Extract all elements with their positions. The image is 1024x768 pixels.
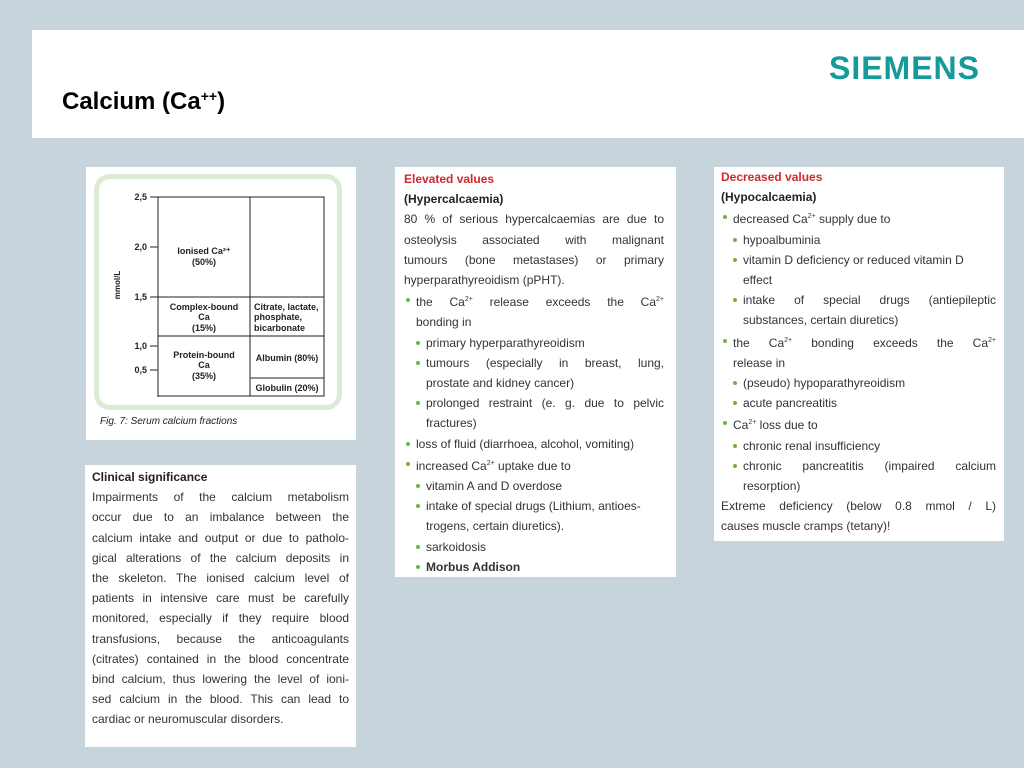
clinical-line: sed calcium in the blood. This can lead to [92, 692, 349, 707]
elevated-sub-item: intake of special drugs (Lithium, antioes- [404, 496, 664, 516]
elevated-bullet-uptake: increased $Ca^{2+}$ uptake due to [404, 454, 664, 476]
cell-globulin: Globulin (20%) [255, 383, 319, 393]
elevated-sub-item: sarkoidosis [404, 537, 664, 557]
elevated-intro-line: 80 % of serious hypercalcaemias are due to [404, 212, 664, 227]
cell-citrate-line1: Citrate, lactate, [254, 302, 319, 312]
clinical-line: gical alterations of the calcium deposits in [92, 550, 349, 565]
page-title-superscript: ++ [200, 88, 218, 104]
decreased-footer-line: Extreme deficiency (below 0.8 mmol / L) [721, 499, 996, 514]
decreased-sub-item: intake of special drugs (antiepileptic [721, 290, 996, 310]
decreased-sub-item: vitamin D deficiency or reduced vitamin D [721, 250, 996, 270]
clinical-line: monitored, especially if they require blood [92, 611, 349, 626]
tick-label-0-5: 0,5 [134, 365, 147, 375]
elevated-heading: Elevated values [404, 172, 495, 186]
elevated-bullet-release-cont: bonding in [416, 315, 472, 330]
decreased-sub-item: (pseudo) hypoparathyreoidism [721, 373, 996, 393]
clinical-line: the skeleton. The ionised calcium level of [92, 571, 349, 586]
elevated-sub-item: Morbus Addison [404, 557, 664, 577]
clinical-line: bind calcium, thus lowering the level of ioni- [92, 672, 349, 687]
decreased-values-panel [714, 167, 1004, 541]
elevated-bullet-fluid: loss of fluid (diarrhoea, alcohol, vomiting) [404, 434, 664, 454]
elevated-sub-item-cont: fractures) [426, 416, 477, 431]
cell-protein-label: Protein-bound [173, 350, 235, 360]
decreased-sub-item: hypoalbuminia [721, 230, 996, 250]
clinical-heading: Clinical significance [92, 470, 208, 484]
elevated-intro-line: osteolysis associated with malignant [404, 232, 664, 247]
elevated-bullet-release: the $Ca^{2+}$ release exceeds the $Ca^{2+}$ [404, 290, 664, 312]
elevated-intro-line: tumours (bone metastases) or primary [404, 252, 664, 267]
clinical-line: transfusions, because the anticoagulants [92, 631, 349, 646]
decreased-sub-item: acute pancreatitis [721, 393, 996, 413]
elevated-intro-line: hyperparathyreoidism (pPHT). [404, 273, 565, 288]
y-axis-label: mmol/L [113, 270, 122, 300]
cell-ionised-label: Ionised Ca²⁺ [177, 246, 231, 256]
elevated-sub-item: tumours (especially in breast, lung, [404, 353, 664, 373]
decreased-bullet-bonding: the $Ca^{2+}$ bonding exceeds the $Ca^{2+}$ [721, 331, 996, 353]
decreased-sub-item: chronic pancreatitis (impaired calcium [721, 456, 996, 476]
page-title-close: ) [217, 88, 226, 115]
page-title [62, 88, 225, 116]
header-bar [32, 30, 1024, 138]
elevated-sub-item-cont: prostate and kidney cancer) [426, 376, 575, 391]
tick-label-1-0: 1,0 [134, 341, 147, 351]
page-title-text: Calcium (Ca [62, 88, 201, 115]
elevated-sub-item: primary hyperparathyreoidism [404, 333, 664, 353]
cell-complex-percent: (15%) [191, 323, 217, 333]
decreased-subheading: (Hypocalcaemia) [721, 190, 817, 205]
decreased-sub-item: chronic renal insufficiency [721, 436, 996, 456]
clinical-line: (citrates) contained in the blood concentrate [92, 651, 349, 666]
decreased-sub-item-cont: effect [743, 273, 773, 288]
serum-calcium-figure [86, 167, 356, 440]
figure-caption: Fig. 7: Serum calcium fractions [100, 416, 238, 427]
decreased-footer-line: causes muscle cramps (tetany)! [721, 519, 891, 534]
clinical-line: patients in intensive care must be carefully [92, 591, 349, 606]
elevated-sub-item: prolonged restraint (e. g. due to pelvic [404, 393, 664, 413]
cell-ionised-percent: (50%) [191, 257, 217, 267]
cell-citrate-line2: phosphate, [254, 312, 303, 322]
cell-albumin: Albumin (80%) [255, 353, 319, 363]
decreased-sub-item-cont: substances, certain diuretics) [743, 313, 899, 328]
clinical-line: calcium intake and output or due to patholo- [92, 530, 349, 545]
clinical-line: Impairments of the calcium metabolism [92, 490, 349, 505]
cell-complex-ca: Ca [198, 312, 210, 322]
cell-complex-label: Complex-bound [169, 302, 239, 312]
decreased-bullet-supply: decreased $Ca^{2+}$ supply due to [721, 207, 996, 229]
elevated-subheading: (Hypercalcaemia) [404, 192, 504, 207]
figure-panel [86, 167, 356, 440]
cell-citrate-line3: bicarbonate [254, 323, 306, 333]
clinical-line: occur due to an imbalance between the [92, 510, 349, 525]
cell-protein-percent: (35%) [191, 371, 217, 381]
siemens-logo: SIEMENS [828, 50, 980, 86]
tick-label-2-0: 2,0 [134, 242, 147, 252]
decreased-heading: Decreased values [721, 170, 823, 184]
decreased-sub-item-cont: resorption) [743, 479, 801, 494]
decreased-bullet-loss: $Ca^{2+}$ loss due to [721, 413, 996, 435]
elevated-sub-item-cont: trogens, certain diuretics). [426, 519, 565, 534]
cell-protein-ca: Ca [198, 360, 210, 370]
tick-label-2-5: 2,5 [134, 192, 147, 202]
tick-label-1-5: 1,5 [134, 292, 147, 302]
elevated-sub-item: vitamin A and D overdose [404, 476, 664, 496]
clinical-significance-panel [85, 465, 356, 747]
elevated-values-panel [395, 167, 676, 577]
clinical-line: cardiac or neuromuscular disorders. [92, 712, 284, 727]
decreased-bullet-bonding-cont: release in [733, 355, 786, 370]
